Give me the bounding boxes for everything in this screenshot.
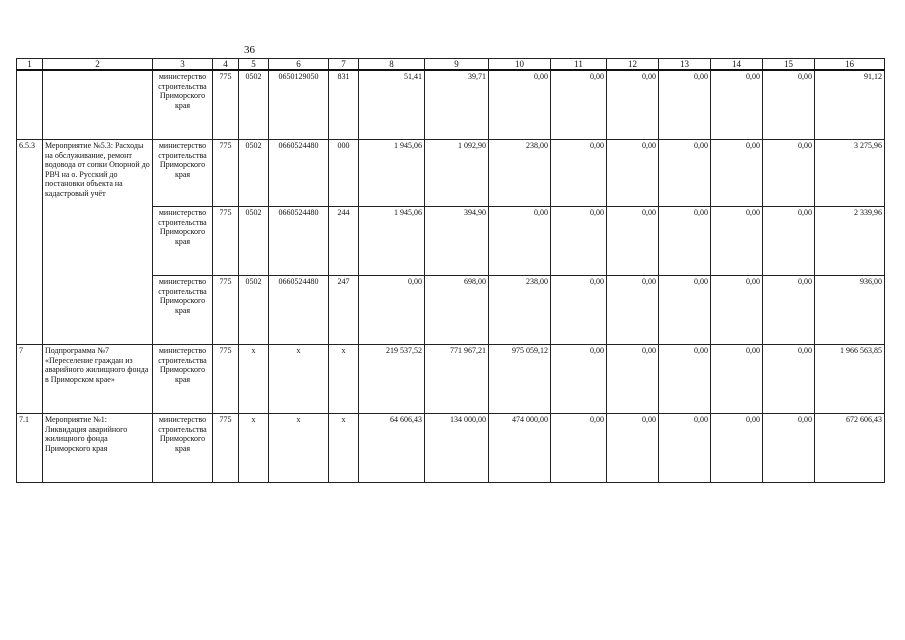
column-header: 10 bbox=[489, 59, 551, 71]
column-header: 11 bbox=[551, 59, 607, 71]
executor: министерство строительства Приморского края bbox=[153, 207, 213, 276]
table-row bbox=[17, 414, 885, 483]
column-header: 12 bbox=[607, 59, 659, 71]
amount-cell: 0,00 bbox=[359, 276, 425, 345]
expense-type-code: х bbox=[329, 345, 359, 414]
amount-cell: 1 945,06 bbox=[359, 140, 425, 207]
amount-cell: 0,00 bbox=[659, 345, 711, 414]
grbs-code: 775 bbox=[213, 70, 239, 140]
column-header: 9 bbox=[425, 59, 489, 71]
grbs-code: 775 bbox=[213, 140, 239, 207]
amount-cell: 0,00 bbox=[711, 207, 763, 276]
amount-cell: 238,00 bbox=[489, 276, 551, 345]
table-row bbox=[17, 70, 885, 140]
target-article-code: 0650129050 bbox=[269, 70, 329, 140]
section-code: 0502 bbox=[239, 276, 269, 345]
item-name: Мероприятие №5.3: Расходы на обслуживание, ремонт водовода от сопки Опорной до РВЧ на о. Русский до постановки объекта на кадастровый учёт bbox=[43, 140, 153, 345]
amount-cell: 0,00 bbox=[489, 207, 551, 276]
executor: министерство строительства Приморского края bbox=[153, 345, 213, 414]
total-cell: 91,12 bbox=[815, 70, 885, 140]
expense-type-code: 244 bbox=[329, 207, 359, 276]
section-code: 0502 bbox=[239, 140, 269, 207]
amount-cell: 51,41 bbox=[359, 70, 425, 140]
target-article-code: 0660524480 bbox=[269, 276, 329, 345]
amount-cell: 0,00 bbox=[659, 140, 711, 207]
amount-cell: 0,00 bbox=[489, 70, 551, 140]
amount-cell: 0,00 bbox=[659, 70, 711, 140]
amount-cell: 0,00 bbox=[711, 414, 763, 483]
amount-cell: 0,00 bbox=[763, 140, 815, 207]
page-number: 36 bbox=[244, 44, 255, 56]
amount-cell: 238,00 bbox=[489, 140, 551, 207]
amount-cell: 0,00 bbox=[763, 414, 815, 483]
amount-cell: 0,00 bbox=[607, 207, 659, 276]
grbs-code: 775 bbox=[213, 276, 239, 345]
executor: министерство строительства Приморского края bbox=[153, 414, 213, 483]
column-header: 13 bbox=[659, 59, 711, 71]
amount-cell: 0,00 bbox=[607, 414, 659, 483]
expense-type-code: х bbox=[329, 414, 359, 483]
amount-cell: 0,00 bbox=[551, 70, 607, 140]
amount-cell: 0,00 bbox=[659, 414, 711, 483]
executor: министерство строительства Приморского края bbox=[153, 70, 213, 140]
amount-cell: 219 537,52 bbox=[359, 345, 425, 414]
amount-cell: 0,00 bbox=[763, 207, 815, 276]
item-name bbox=[43, 70, 153, 140]
column-header: 15 bbox=[763, 59, 815, 71]
amount-cell: 0,00 bbox=[607, 140, 659, 207]
amount-cell: 0,00 bbox=[551, 207, 607, 276]
amount-cell: 0,00 bbox=[711, 70, 763, 140]
item-name: Мероприятие №1: Ликвидация аварийного жилищного фонда Приморского края bbox=[43, 414, 153, 483]
total-cell: 672 606,43 bbox=[815, 414, 885, 483]
column-header: 8 bbox=[359, 59, 425, 71]
column-header: 16 bbox=[815, 59, 885, 71]
section-code: х bbox=[239, 414, 269, 483]
column-header: 7 bbox=[329, 59, 359, 71]
amount-cell: 0,00 bbox=[551, 140, 607, 207]
column-header: 3 bbox=[153, 59, 213, 71]
target-article-code: 0660524480 bbox=[269, 207, 329, 276]
amount-cell: 0,00 bbox=[711, 345, 763, 414]
executor: министерство строительства Приморского края bbox=[153, 276, 213, 345]
amount-cell: 394,90 bbox=[425, 207, 489, 276]
column-header: 4 bbox=[213, 59, 239, 71]
amount-cell: 0,00 bbox=[659, 276, 711, 345]
amount-cell: 64 606,43 bbox=[359, 414, 425, 483]
item-number: 6.5.3 bbox=[17, 140, 43, 345]
amount-cell: 0,00 bbox=[607, 70, 659, 140]
section-code: 0502 bbox=[239, 207, 269, 276]
column-header: 5 bbox=[239, 59, 269, 71]
amount-cell: 39,71 bbox=[425, 70, 489, 140]
column-number-header-row bbox=[17, 59, 885, 71]
amount-cell: 0,00 bbox=[551, 276, 607, 345]
expense-type-code: 831 bbox=[329, 70, 359, 140]
expense-type-code: 000 bbox=[329, 140, 359, 207]
amount-cell: 0,00 bbox=[711, 276, 763, 345]
table-row bbox=[17, 345, 885, 414]
amount-cell: 0,00 bbox=[763, 276, 815, 345]
section-code: х bbox=[239, 345, 269, 414]
column-header: 1 bbox=[17, 59, 43, 71]
total-cell: 2 339,96 bbox=[815, 207, 885, 276]
amount-cell: 134 000,00 bbox=[425, 414, 489, 483]
budget-table bbox=[16, 58, 885, 483]
item-number: 7.1 bbox=[17, 414, 43, 483]
amount-cell: 0,00 bbox=[607, 276, 659, 345]
column-header: 14 bbox=[711, 59, 763, 71]
item-number: 7 bbox=[17, 345, 43, 414]
amount-cell: 0,00 bbox=[551, 345, 607, 414]
item-name: Подпрограмма №7 «Переселение граждан из аварийного жилищного фонда в Приморском крае» bbox=[43, 345, 153, 414]
amount-cell: 0,00 bbox=[551, 414, 607, 483]
target-article-code: х bbox=[269, 345, 329, 414]
target-article-code: х bbox=[269, 414, 329, 483]
executor: министерство строительства Приморского края bbox=[153, 140, 213, 207]
amount-cell: 1 092,90 bbox=[425, 140, 489, 207]
grbs-code: 775 bbox=[213, 414, 239, 483]
amount-cell: 1 945,06 bbox=[359, 207, 425, 276]
amount-cell: 0,00 bbox=[607, 345, 659, 414]
amount-cell: 0,00 bbox=[711, 140, 763, 207]
amount-cell: 0,00 bbox=[659, 207, 711, 276]
total-cell: 936,00 bbox=[815, 276, 885, 345]
amount-cell: 771 967,21 bbox=[425, 345, 489, 414]
grbs-code: 775 bbox=[213, 345, 239, 414]
total-cell: 1 966 563,85 bbox=[815, 345, 885, 414]
total-cell: 3 275,96 bbox=[815, 140, 885, 207]
section-code: 0502 bbox=[239, 70, 269, 140]
target-article-code: 0660524480 bbox=[269, 140, 329, 207]
amount-cell: 474 000,00 bbox=[489, 414, 551, 483]
column-header: 6 bbox=[269, 59, 329, 71]
item-number bbox=[17, 70, 43, 140]
amount-cell: 975 059,12 bbox=[489, 345, 551, 414]
expense-type-code: 247 bbox=[329, 276, 359, 345]
amount-cell: 698,00 bbox=[425, 276, 489, 345]
grbs-code: 775 bbox=[213, 207, 239, 276]
amount-cell: 0,00 bbox=[763, 345, 815, 414]
column-header: 2 bbox=[43, 59, 153, 71]
table-row bbox=[17, 140, 885, 207]
amount-cell: 0,00 bbox=[763, 70, 815, 140]
